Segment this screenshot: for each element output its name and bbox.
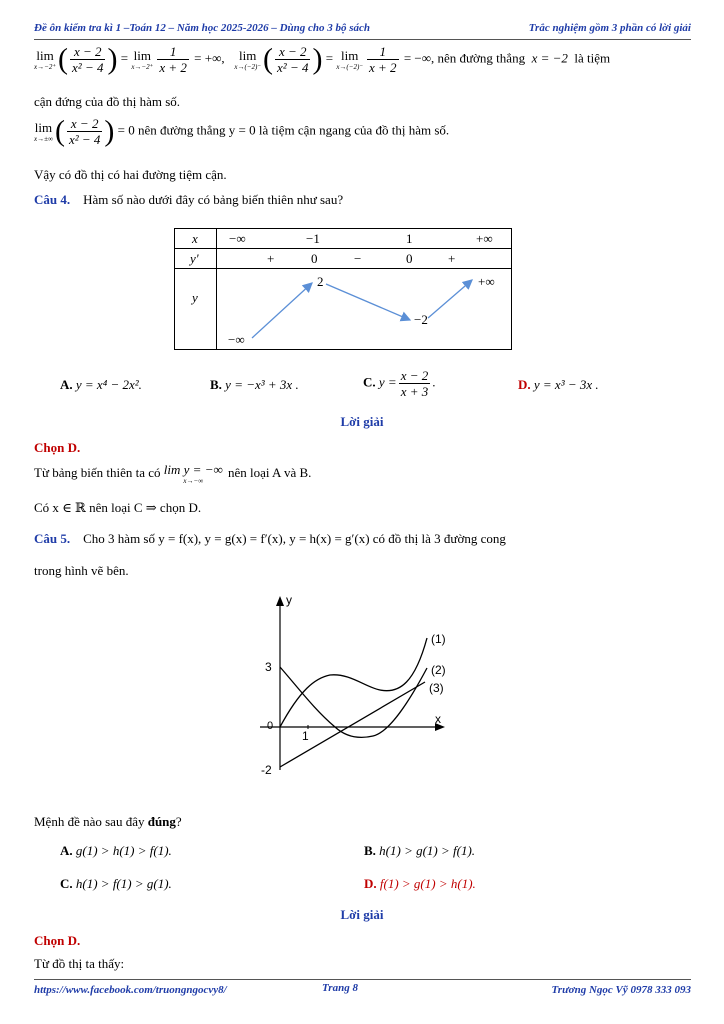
question-4-label: Câu 4. — [34, 192, 71, 207]
q4-option-a[interactable]: A. y = x⁴ − 2x². — [60, 377, 142, 392]
limit-2: lim x→−2⁺ — [131, 47, 154, 71]
graph-curve-2-label: (2) — [431, 663, 446, 677]
footer-rule — [34, 979, 691, 980]
text-line-4: Vậy có đồ thị có hai đường tiệm cận. — [34, 167, 227, 182]
fraction-5: $\frac{x - 2}{\text{x² − 4}}$ — [68, 116, 101, 147]
table-y-min: −2 — [414, 312, 428, 327]
table-x-minus-1: −1 — [306, 231, 320, 246]
limit-4: lim x→(−2)⁻ — [336, 47, 364, 71]
fraction-4: $\frac{1}{x + 2}$ — [369, 44, 397, 75]
table-yp-plus-1: + — [267, 251, 275, 266]
question-5 — [34, 531, 691, 547]
q4-option-d[interactable]: D. y = x³ − 3x . — [518, 377, 599, 392]
fraction-2: $\frac{1}{x + 2}$ — [159, 44, 187, 75]
limit-result-1: = +∞, — [194, 50, 225, 66]
graph-curve-1-label: (1) — [431, 632, 446, 646]
limit-1: lim x→−2⁺ — [34, 47, 57, 71]
question-5-text-2: trong hình vẽ bên. — [34, 563, 129, 578]
question-5-text: Cho 3 hàm số y = f(x), y = g(x) = f′(x), y = h(x) = g′(x) có đồ thị là 3 đường cong — [83, 531, 506, 546]
q5-option-c[interactable]: C. h(1) > f(1) > g(1). — [60, 876, 172, 891]
limits-line: lim x→−2⁺ ( $\frac{x - 2}{\text{x² − 4}}$ ) = lim x→−2⁺ $\frac{1}{x + 2}$ = +∞, lim x→(−2)⁻ ( $\frac{x - 2}{\text{x² − 4}}$ ) = lim x→(−2)⁻ $\frac{1}{x + 2}$ = −∞, nên đường thẳng x = −2 là tiệm — [34, 42, 611, 76]
question-4 — [34, 192, 343, 208]
table-x-minus-inf: −∞ — [229, 231, 246, 246]
footer-page-number: Trang 8 — [322, 982, 358, 994]
fraction-1: $\frac{x - 2}{\text{x² − 4}}$ — [72, 44, 104, 75]
table-x-label: x — [192, 231, 198, 246]
graph-y-label: y — [286, 593, 292, 607]
arrow-up-1 — [252, 283, 312, 338]
limit-result-2: = −∞, nên đường thẳng — [403, 50, 526, 66]
limit-3: lim x→(−2)⁻ — [234, 47, 262, 71]
table-yp-minus: − — [354, 251, 362, 266]
q5-solution-title: Lời giải — [340, 907, 384, 922]
graph-tick-minus-2: -2 — [261, 763, 272, 777]
q5-solution-line-1: Từ đồ thị ta thấy: — [34, 956, 125, 971]
variation-table-frame — [174, 228, 512, 350]
question-4-text: Hàm số nào dưới đây có bảng biến thiên như sau? — [83, 192, 344, 207]
footer-link[interactable]: https://www.facebook.com/truongngocvy8/ — [34, 984, 227, 996]
q5-option-b[interactable]: B. h(1) > g(1) > f(1). — [364, 843, 476, 858]
q5-question: Mệnh đề nào sau đây đúng? — [34, 814, 182, 829]
table-yp-zero-2: 0 — [406, 251, 413, 266]
graph-tick-3: 3 — [265, 660, 272, 674]
table-yp-zero-1: 0 — [311, 251, 318, 266]
table-y-max: 2 — [317, 274, 324, 289]
fraction-3: $\frac{x - 2}{\text{x² − 4}}$ — [277, 44, 309, 75]
limits-line-tail: là tiệm — [574, 50, 611, 66]
arrow-up-2 — [428, 280, 472, 318]
text-line-3: lim x→±∞ ( $\frac{x - 2}{\text{x² − 4}}$ ) = 0 nên đường thẳng y = 0 là tiệm cận ngang của đồ thị hàm số. — [34, 114, 450, 148]
q4-solution-title: Lời giải — [340, 414, 384, 429]
table-yp-label: y' — [190, 251, 199, 266]
function-graph-svg — [255, 590, 455, 782]
question-5-label: Câu 5. — [34, 531, 71, 546]
limit-5: lim x→±∞ — [34, 119, 53, 143]
graph-tick-0: 0 — [267, 720, 274, 732]
variation-table — [174, 228, 512, 350]
text-line-2: cận đứng của đồ thị hàm số. — [34, 94, 181, 109]
header-left: Đề ôn kiểm tra kì 1 –Toán 12 – Năm học 2025-2026 – Dùng cho 3 bộ sách — [34, 22, 371, 34]
table-yp-plus-2: + — [448, 251, 456, 266]
table-y-plus-inf: +∞ — [478, 274, 495, 289]
table-y-label: y — [192, 290, 198, 305]
table-x-1: 1 — [406, 231, 413, 246]
q4-option-b[interactable]: B. y = −x³ + 3x . — [210, 377, 299, 392]
q5-chosen: Chọn D. — [34, 933, 81, 948]
function-graph — [255, 590, 455, 782]
q5-option-a[interactable]: A. g(1) > h(1) > f(1). — [60, 843, 172, 858]
q4-chosen: Chọn D. — [34, 440, 81, 455]
vertical-asymptote: x = −2 — [531, 50, 568, 66]
header-right: Trắc nghiệm gồm 3 phần có lời giải — [528, 22, 691, 34]
table-x-plus-inf: +∞ — [476, 231, 493, 246]
table-y-minus-inf: −∞ — [228, 332, 245, 347]
footer-author: Trương Ngọc Vỹ 0978 333 093 — [551, 984, 691, 996]
q4-solution-line-1: Từ bảng biến thiên ta có lim y = −∞ x→−∞ nên loại A và B. — [34, 462, 312, 485]
graph-x-label: x — [435, 712, 441, 726]
arrow-down — [326, 284, 410, 320]
graph-curve-3-label: (3) — [429, 681, 444, 695]
q4-option-c[interactable]: C. y = $\frac{x - 2}{x + 3}$ . — [363, 368, 436, 399]
graph-tick-1: 1 — [302, 729, 309, 743]
q4-solution-line-2: Có x ∈ ℝ nên loại C ⇒ chọn D. — [34, 500, 202, 515]
q5-option-d[interactable]: D. f(1) > g(1) > h(1). — [364, 876, 476, 891]
header-rule — [34, 39, 691, 40]
